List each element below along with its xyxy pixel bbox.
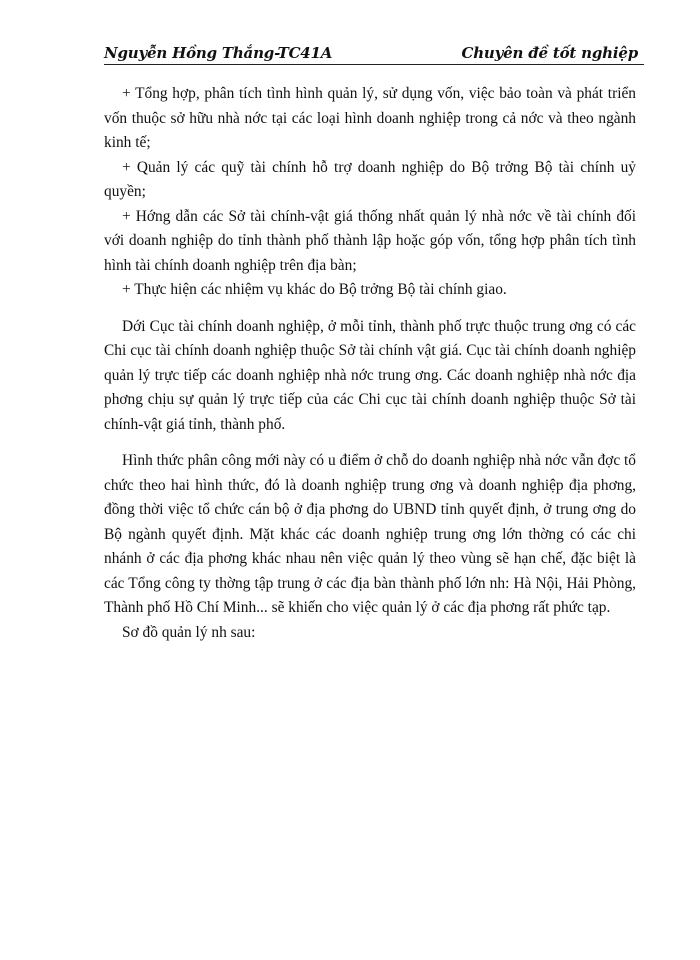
page-header (104, 40, 644, 66)
bullet-paragraph: + Thực hiện các nhiệm vụ khác do Bộ trởng Bộ tài chính giao. (122, 281, 507, 298)
body-paragraph: Hình thức phân công mới này có u điểm ở chỗ do doanh nghiệp nhà nớc vẫn đợc tổ chức theo hai hình thức, đó là doanh nghiệp trung ơng và doanh nghiệp địa phơng, đồng thời việc tổ chức cán bộ ở địa phơng do UBND tỉnh quyết định, ở trung ơng do Bộ ngành quyết định. Mặt khác các doanh nghiệp trung ơng lớn thờng có các chi nhánh ở các địa phơng khác nhau nên việc quản lý theo vùng sẽ hạn chế, đặc biệt là các Tổng công ty thờng tập trung ở các địa bàn thành phố lớn nh: Hà Nội, Hải Phòng, Thành phố Hồ Chí Minh... sẽ khiến cho việc quản lý ở các địa phơng rất phức tạp. (104, 452, 636, 616)
diagram-intro: Sơ đồ quản lý nh sau: (122, 623, 256, 641)
header-divider (104, 64, 644, 65)
bullet-paragraph: + Tổng hợp, phân tích tình hình quản lý, sử dụng vốn, việc bảo toàn và phát triển vốn thuộc sở hữu nhà nớc tại các loại hình doanh nghiệp trong cả nớc và theo ngành kinh tế; (104, 85, 636, 151)
bullet-paragraph: + Quản lý các quỹ tài chính hỗ trợ doanh nghiệp do Bộ trởng Bộ tài chính uỷ quyền; (104, 158, 636, 200)
document-type: Chuyên đề tốt nghiệp (461, 44, 638, 62)
bullet-paragraph: + Hớng dẫn các Sở tài chính-vật giá thống nhất quản lý nhà nớc về tài chính đối với doanh nghiệp do tỉnh thành phố thành lập hoặc góp vốn, tổng hợp phân tích tình hình tài chính doanh nghiệp trên địa bàn; (104, 207, 636, 274)
document-body (104, 82, 636, 645)
body-paragraph: Dới Cục tài chính doanh nghiệp, ở mỗi tỉnh, thành phố trực thuộc trung ơng có các Chi cục tài chính doanh nghiệp thuộc Sở tài chính vật giá. Cục tài chính doanh nghiệp quản lý trực tiếp các doanh nghiệp nhà nớc trung ơng. Các doanh nghiệp nhà nớc địa phơng chịu sự quản lý trực tiếp của các Chi cục tài chính doanh nghiệp thuộc Sở tài chính-vật giá tỉnh, thành phố. (104, 317, 636, 433)
author-name: Nguyễn Hồng Thắng-TC41A (104, 44, 333, 62)
